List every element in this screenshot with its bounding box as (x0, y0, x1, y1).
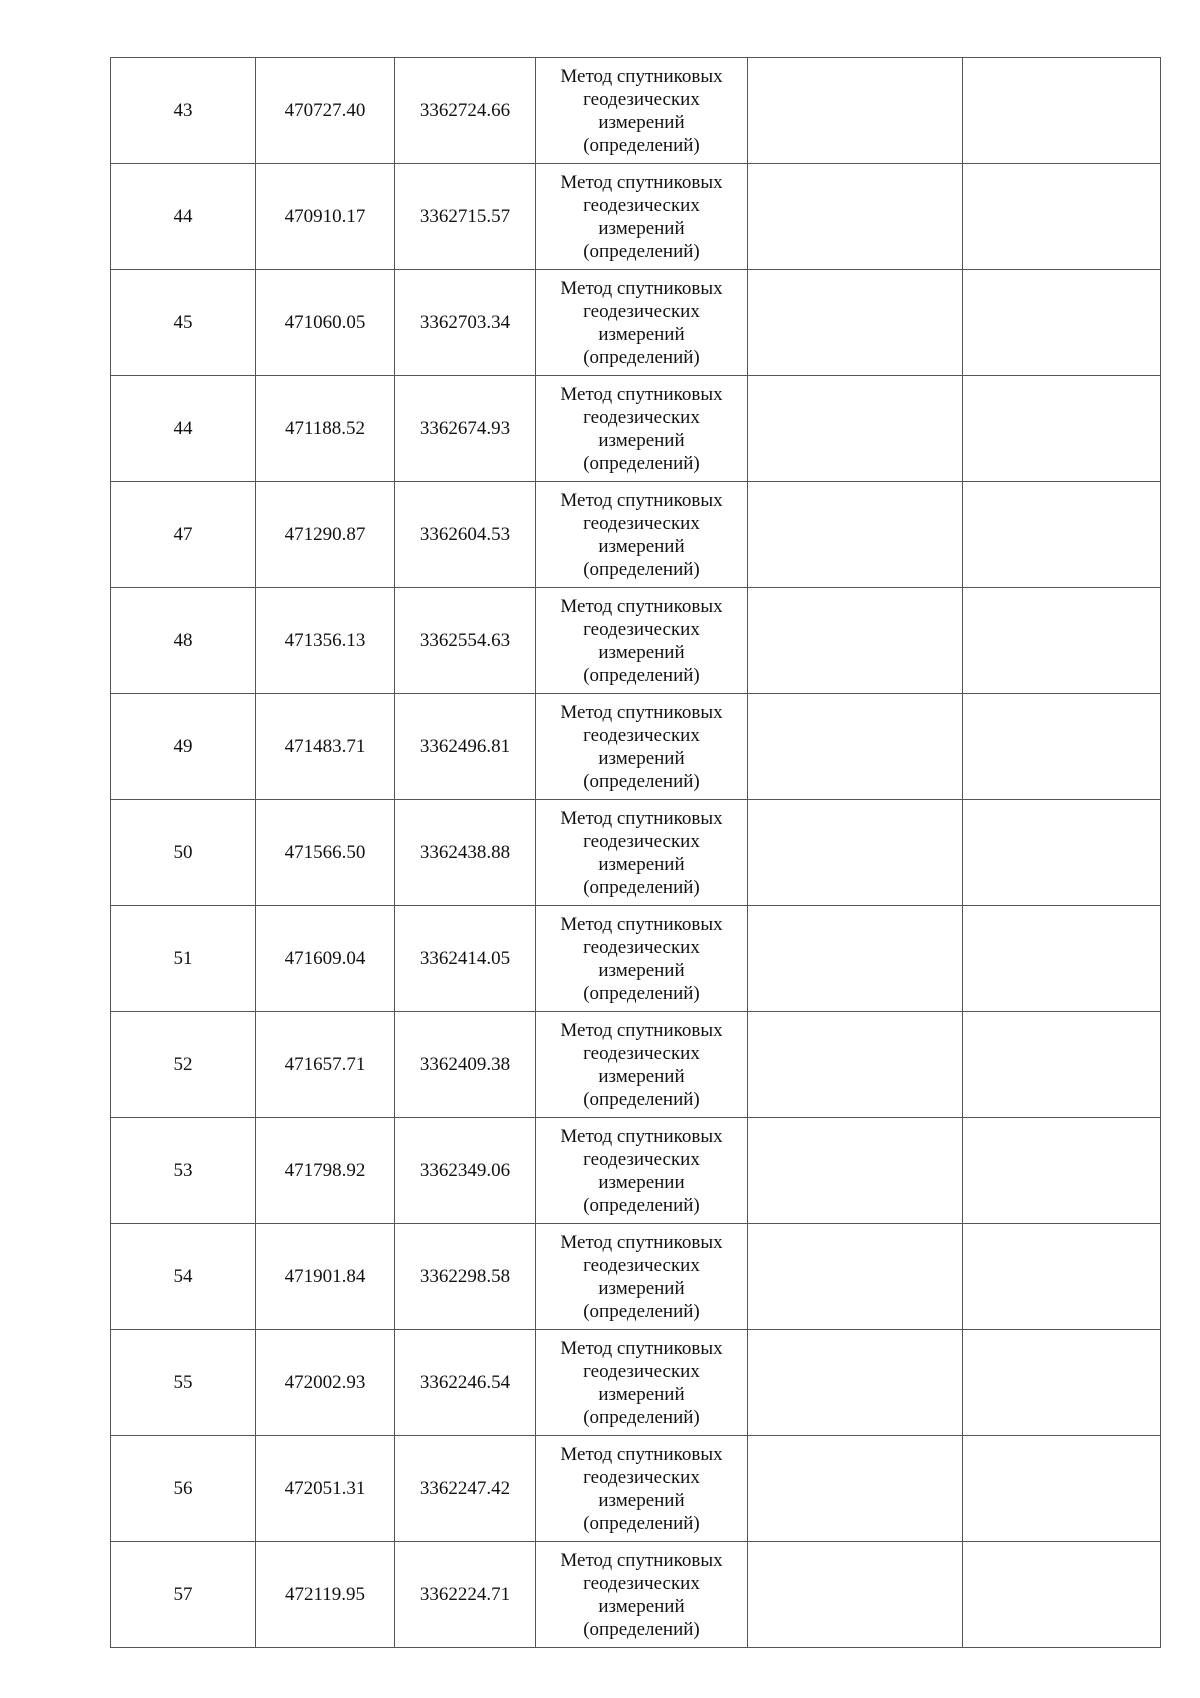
table-row (111, 376, 1161, 482)
method-line: геодезических (583, 406, 700, 428)
table-row (111, 1436, 1161, 1542)
y-coordinate-cell: 3362438.88 (395, 800, 536, 906)
method-line: (определений) (583, 664, 700, 686)
empty-cell-col5 (748, 694, 963, 800)
empty-cell-col6 (963, 1012, 1161, 1118)
method-line: геодезических (583, 618, 700, 640)
method-line: измерений (598, 535, 685, 557)
point-number-cell: 44 (111, 164, 256, 270)
empty-cell-col6 (963, 906, 1161, 1012)
y-coordinate-cell: 3362604.53 (395, 482, 536, 588)
method-cell (536, 1436, 748, 1542)
point-number-cell: 49 (111, 694, 256, 800)
method-cell (536, 270, 748, 376)
y-coordinate-cell: 3362414.05 (395, 906, 536, 1012)
method-line: измерений (598, 959, 685, 981)
method-line: Метод спутниковых (560, 277, 723, 299)
y-coordinate-cell: 3362224.71 (395, 1542, 536, 1648)
empty-cell-col5 (748, 800, 963, 906)
x-coordinate-cell: 471356.13 (256, 588, 395, 694)
method-cell (536, 1542, 748, 1648)
method-cell (536, 800, 748, 906)
point-number-cell: 44 (111, 376, 256, 482)
empty-cell-col5 (748, 1118, 963, 1224)
x-coordinate-cell: 470910.17 (256, 164, 395, 270)
y-coordinate-cell: 3362496.81 (395, 694, 536, 800)
method-line: Метод спутниковых (560, 65, 723, 87)
method-line: геодезических (583, 1254, 700, 1276)
empty-cell-col6 (963, 482, 1161, 588)
method-line: Метод спутниковых (560, 1231, 723, 1253)
method-cell (536, 1118, 748, 1224)
method-line: Метод спутниковых (560, 807, 723, 829)
empty-cell-col6 (963, 1330, 1161, 1436)
table-row (111, 1542, 1161, 1648)
method-line: Метод спутниковых (560, 701, 723, 723)
y-coordinate-cell: 3362247.42 (395, 1436, 536, 1542)
method-cell (536, 588, 748, 694)
empty-cell-col5 (748, 164, 963, 270)
table-row (111, 1224, 1161, 1330)
method-cell (536, 164, 748, 270)
empty-cell-col6 (963, 1542, 1161, 1648)
method-cell (536, 694, 748, 800)
method-cell (536, 376, 748, 482)
method-cell (536, 58, 748, 164)
method-line: измерений (598, 853, 685, 875)
empty-cell-col5 (748, 1436, 963, 1542)
method-line: (определений) (583, 558, 700, 580)
point-number-cell: 51 (111, 906, 256, 1012)
method-line: геодезических (583, 1148, 700, 1170)
table-row (111, 58, 1161, 164)
empty-cell-col6 (963, 376, 1161, 482)
empty-cell-col5 (748, 1542, 963, 1648)
method-line: измерений (598, 747, 685, 769)
method-cell (536, 906, 748, 1012)
table-row (111, 588, 1161, 694)
method-cell (536, 1224, 748, 1330)
y-coordinate-cell: 3362554.63 (395, 588, 536, 694)
x-coordinate-cell: 471188.52 (256, 376, 395, 482)
method-line: геодезических (583, 830, 700, 852)
table-row (111, 1118, 1161, 1224)
method-line: измерений (598, 1277, 685, 1299)
empty-cell-col6 (963, 270, 1161, 376)
method-line: измерений (598, 1595, 685, 1617)
empty-cell-col6 (963, 1224, 1161, 1330)
empty-cell-col6 (963, 58, 1161, 164)
empty-cell-col5 (748, 906, 963, 1012)
point-number-cell: 43 (111, 58, 256, 164)
method-line: Метод спутниковых (560, 595, 723, 617)
point-number-cell: 54 (111, 1224, 256, 1330)
method-line: геодезических (583, 194, 700, 216)
point-number-cell: 47 (111, 482, 256, 588)
table-row (111, 800, 1161, 906)
empty-cell-col5 (748, 270, 963, 376)
method-cell (536, 1012, 748, 1118)
method-line: Метод спутниковых (560, 171, 723, 193)
empty-cell-col6 (963, 164, 1161, 270)
method-line: (определений) (583, 452, 700, 474)
method-line: измерений (598, 641, 685, 663)
y-coordinate-cell: 3362409.38 (395, 1012, 536, 1118)
empty-cell-col5 (748, 376, 963, 482)
y-coordinate-cell: 3362715.57 (395, 164, 536, 270)
method-line: (определений) (583, 1300, 700, 1322)
empty-cell-col5 (748, 58, 963, 164)
table-row (111, 694, 1161, 800)
point-number-cell: 45 (111, 270, 256, 376)
method-cell (536, 482, 748, 588)
table-row (111, 482, 1161, 588)
method-line: Метод спутниковых (560, 1443, 723, 1465)
method-line: измерений (598, 111, 685, 133)
method-line: измерений (598, 1065, 685, 1087)
method-line: (определений) (583, 982, 700, 1004)
empty-cell-col6 (963, 1436, 1161, 1542)
method-line: (определений) (583, 134, 700, 156)
method-line: Метод спутниковых (560, 1337, 723, 1359)
empty-cell-col6 (963, 694, 1161, 800)
method-line: (определений) (583, 1406, 700, 1428)
method-line: Метод спутниковых (560, 383, 723, 405)
y-coordinate-cell: 3362724.66 (395, 58, 536, 164)
method-line: (определений) (583, 240, 700, 262)
method-line: Метод спутниковых (560, 913, 723, 935)
table-body (111, 58, 1161, 1648)
empty-cell-col5 (748, 588, 963, 694)
method-line: (определений) (583, 1618, 700, 1640)
method-line: Метод спутниковых (560, 1549, 723, 1571)
empty-cell-col6 (963, 588, 1161, 694)
empty-cell-col5 (748, 482, 963, 588)
method-line: Метод спутниковых (560, 1125, 723, 1147)
method-line: (определений) (583, 1512, 700, 1534)
point-number-cell: 55 (111, 1330, 256, 1436)
x-coordinate-cell: 471566.50 (256, 800, 395, 906)
x-coordinate-cell: 472002.93 (256, 1330, 395, 1436)
empty-cell-col5 (748, 1224, 963, 1330)
method-line: геодезических (583, 512, 700, 534)
method-line: (определений) (583, 876, 700, 898)
point-number-cell: 48 (111, 588, 256, 694)
empty-cell-col6 (963, 1118, 1161, 1224)
method-cell (536, 1330, 748, 1436)
method-line: геодезических (583, 1042, 700, 1064)
table-row (111, 906, 1161, 1012)
x-coordinate-cell: 471901.84 (256, 1224, 395, 1330)
x-coordinate-cell: 472119.95 (256, 1542, 395, 1648)
x-coordinate-cell: 471657.71 (256, 1012, 395, 1118)
y-coordinate-cell: 3362674.93 (395, 376, 536, 482)
method-line: измерений (598, 1383, 685, 1405)
x-coordinate-cell: 470727.40 (256, 58, 395, 164)
y-coordinate-cell: 3362703.34 (395, 270, 536, 376)
method-line: измерении (598, 1171, 685, 1193)
table-row (111, 164, 1161, 270)
point-number-cell: 53 (111, 1118, 256, 1224)
method-line: геодезических (583, 1466, 700, 1488)
y-coordinate-cell: 3362298.58 (395, 1224, 536, 1330)
method-line: (определений) (583, 770, 700, 792)
method-line: геодезических (583, 1572, 700, 1594)
point-number-cell: 50 (111, 800, 256, 906)
method-line: геодезических (583, 300, 700, 322)
x-coordinate-cell: 471609.04 (256, 906, 395, 1012)
table-row (111, 1012, 1161, 1118)
empty-cell-col5 (748, 1012, 963, 1118)
x-coordinate-cell: 471060.05 (256, 270, 395, 376)
x-coordinate-cell: 471483.71 (256, 694, 395, 800)
table-row (111, 1330, 1161, 1436)
y-coordinate-cell: 3362349.06 (395, 1118, 536, 1224)
coordinates-table (110, 57, 1161, 1648)
method-line: (определений) (583, 1194, 700, 1216)
method-line: (определений) (583, 1088, 700, 1110)
method-line: геодезических (583, 88, 700, 110)
point-number-cell: 57 (111, 1542, 256, 1648)
method-line: измерений (598, 429, 685, 451)
method-line: измерений (598, 217, 685, 239)
method-line: геодезических (583, 936, 700, 958)
y-coordinate-cell: 3362246.54 (395, 1330, 536, 1436)
method-line: измерений (598, 323, 685, 345)
method-line: (определений) (583, 346, 700, 368)
method-line: измерений (598, 1489, 685, 1511)
x-coordinate-cell: 472051.31 (256, 1436, 395, 1542)
method-line: геодезических (583, 1360, 700, 1382)
table-row (111, 270, 1161, 376)
x-coordinate-cell: 471290.87 (256, 482, 395, 588)
empty-cell-col6 (963, 800, 1161, 906)
method-line: Метод спутниковых (560, 1019, 723, 1041)
empty-cell-col5 (748, 1330, 963, 1436)
point-number-cell: 56 (111, 1436, 256, 1542)
method-line: геодезических (583, 724, 700, 746)
x-coordinate-cell: 471798.92 (256, 1118, 395, 1224)
point-number-cell: 52 (111, 1012, 256, 1118)
method-line: Метод спутниковых (560, 489, 723, 511)
